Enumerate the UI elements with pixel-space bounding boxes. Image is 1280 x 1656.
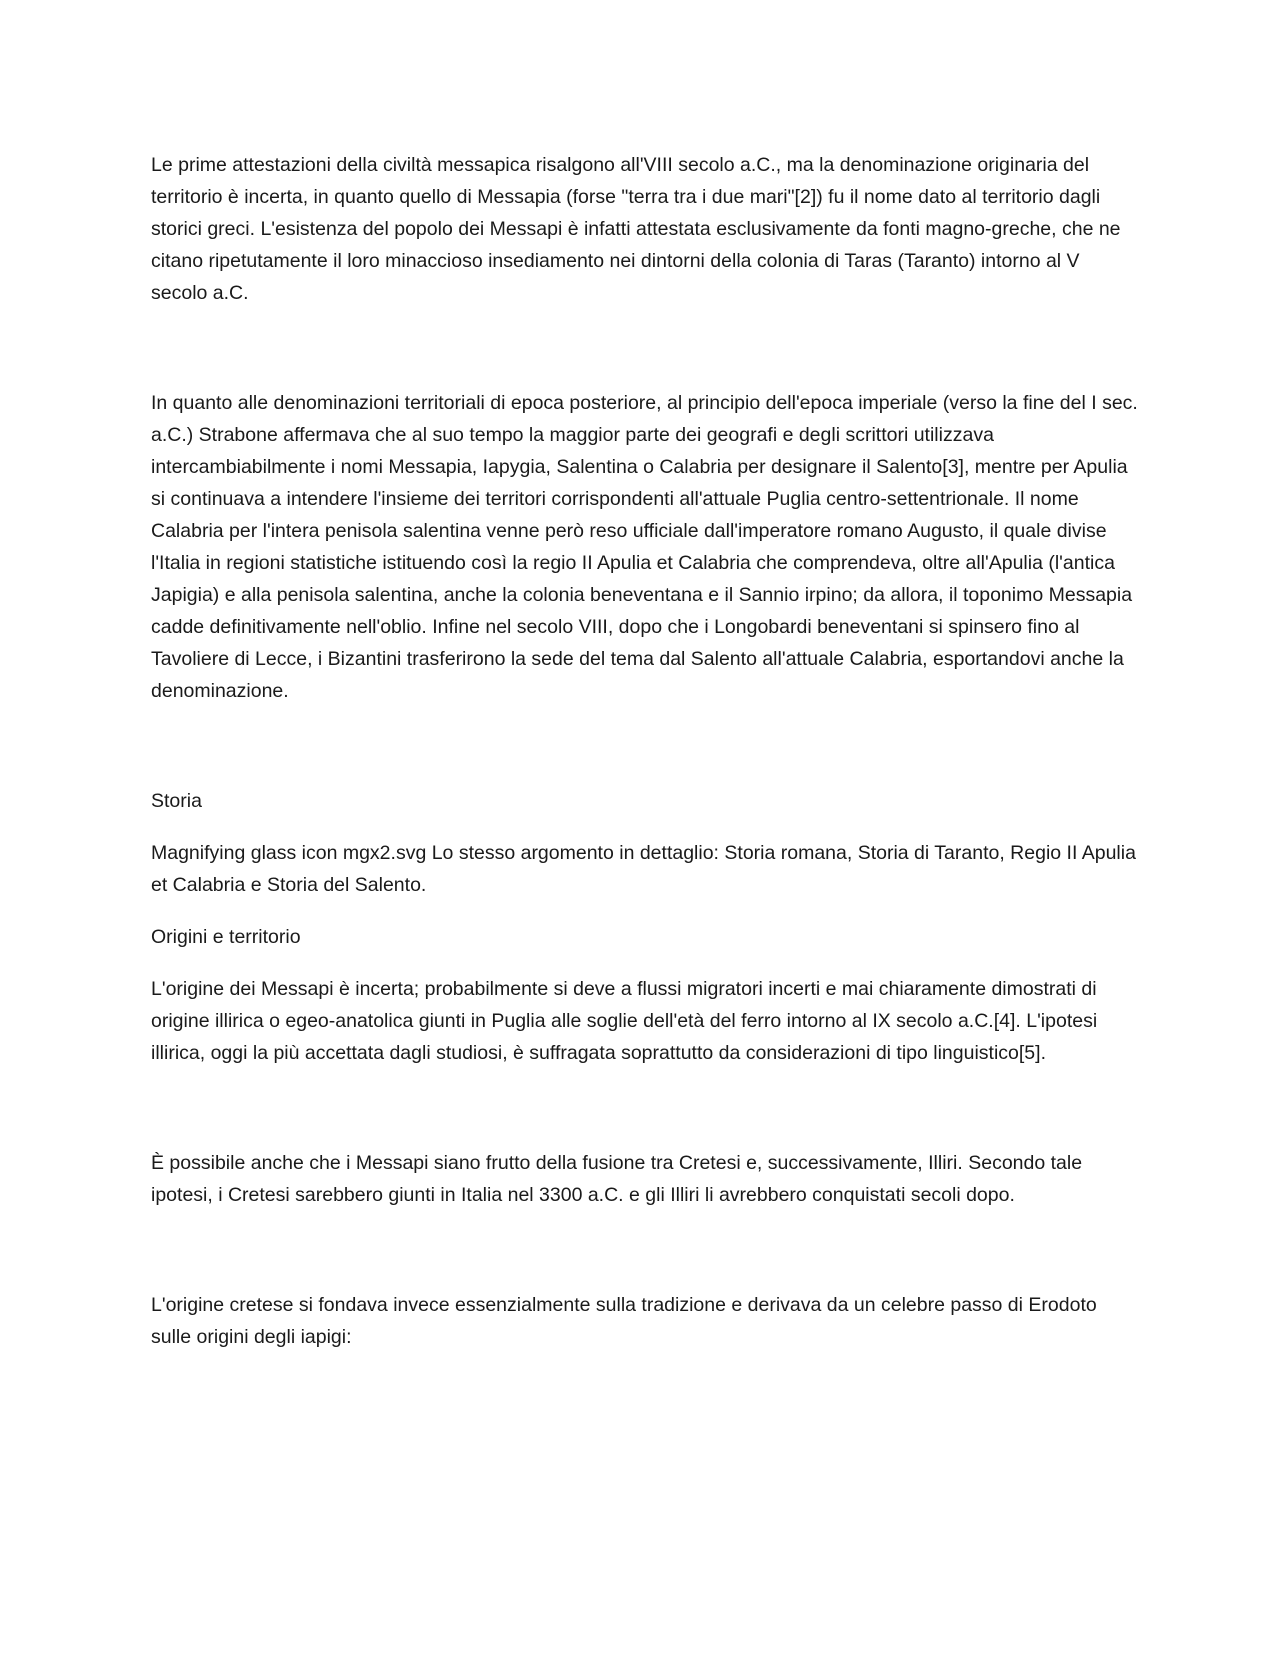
- document-body: [151, 149, 1141, 1353]
- paragraph-territorial-names: In quanto alle denominazioni territoriali di epoca posteriore, al principio dell'epoca imperiale (verso la fine del I sec. a.C.) Strabone affermava che al suo tempo la maggior parte dei geografi e degli scrittori utilizzava intercambiabilmente i nomi Messapia, Iapygia, Salentina o Calabria per designare il Salento[3], mentre per Apulia si continuava a intendere l'insieme dei territori corrispondenti all'attuale Puglia centro-settentrionale. Il nome Calabria per l'intera penisola salentina venne però reso ufficiale dall'imperatore romano Augusto, il quale divise l'Italia in regioni statistiche istituendo così la regio II Apulia et Calabria che comprendeva, oltre all'Apulia (l'antica Japigia) e alla penisola salentina, anche la colonia beneventana e il Sannio irpino; da allora, il toponimo Messapia cadde definitivamente nell'oblio. Infine nel secolo VIII, dopo che i Longobardi beneventani si spinsero fino al Tavoliere di Lecce, i Bizantini trasferirono la sede del tema dal Salento all'attuale Calabria, esportandovi anche la denominazione.: [151, 392, 1138, 702]
- paragraph-cretan-origin: L'origine cretese si fondava invece essenzialmente sulla tradizione e derivava da un celebre passo di Erodoto sulle origini degli iapigi:: [151, 1294, 1097, 1348]
- paragraph-origin-uncertain: L'origine dei Messapi è incerta; probabilmente si deve a flussi migratori incerti e mai chiaramente dimostrati di origine illirica o egeo-anatolica giunti in Puglia alle soglie dell'età del ferro intorno al IX secolo a.C.[4]. L'ipotesi illirica, oggi la più accettata dagli studiosi, è suffragata soprattutto da considerazioni di tipo linguistico[5].: [151, 978, 1098, 1064]
- paragraph-detail-reference: Magnifying glass icon mgx2.svg Lo stesso argomento in dettaglio: Storia romana, Storia di Taranto, Regio II Apulia et Calabria e Storia del Salento.: [151, 842, 1136, 896]
- heading-storia: Storia: [151, 790, 202, 812]
- paragraph-messapia-origins: Le prime attestazioni della civiltà messapica risalgono all'VIII secolo a.C., ma la denominazione originaria del territorio è incerta, in quanto quello di Messapia (forse "terra tra i due mari"[2]) fu il nome dato al territorio dagli storici greci. L'esistenza del popolo dei Messapi è infatti attestata esclusivamente da fonti magno-greche, che ne citano ripetutamente il loro minaccioso insediamento nei dintorni della colonia di Taras (Taranto) intorno al V secolo a.C.: [151, 154, 1121, 304]
- paragraph-cretan-illyrian: È possibile anche che i Messapi siano frutto della fusione tra Cretesi e, successivamente, Illiri. Secondo tale ipotesi, i Cretesi sarebbero giunti in Italia nel 3300 a.C. e gli Illiri li avrebbero conquistati secoli dopo.: [151, 1152, 1083, 1206]
- heading-origini-territorio: Origini e territorio: [151, 926, 301, 948]
